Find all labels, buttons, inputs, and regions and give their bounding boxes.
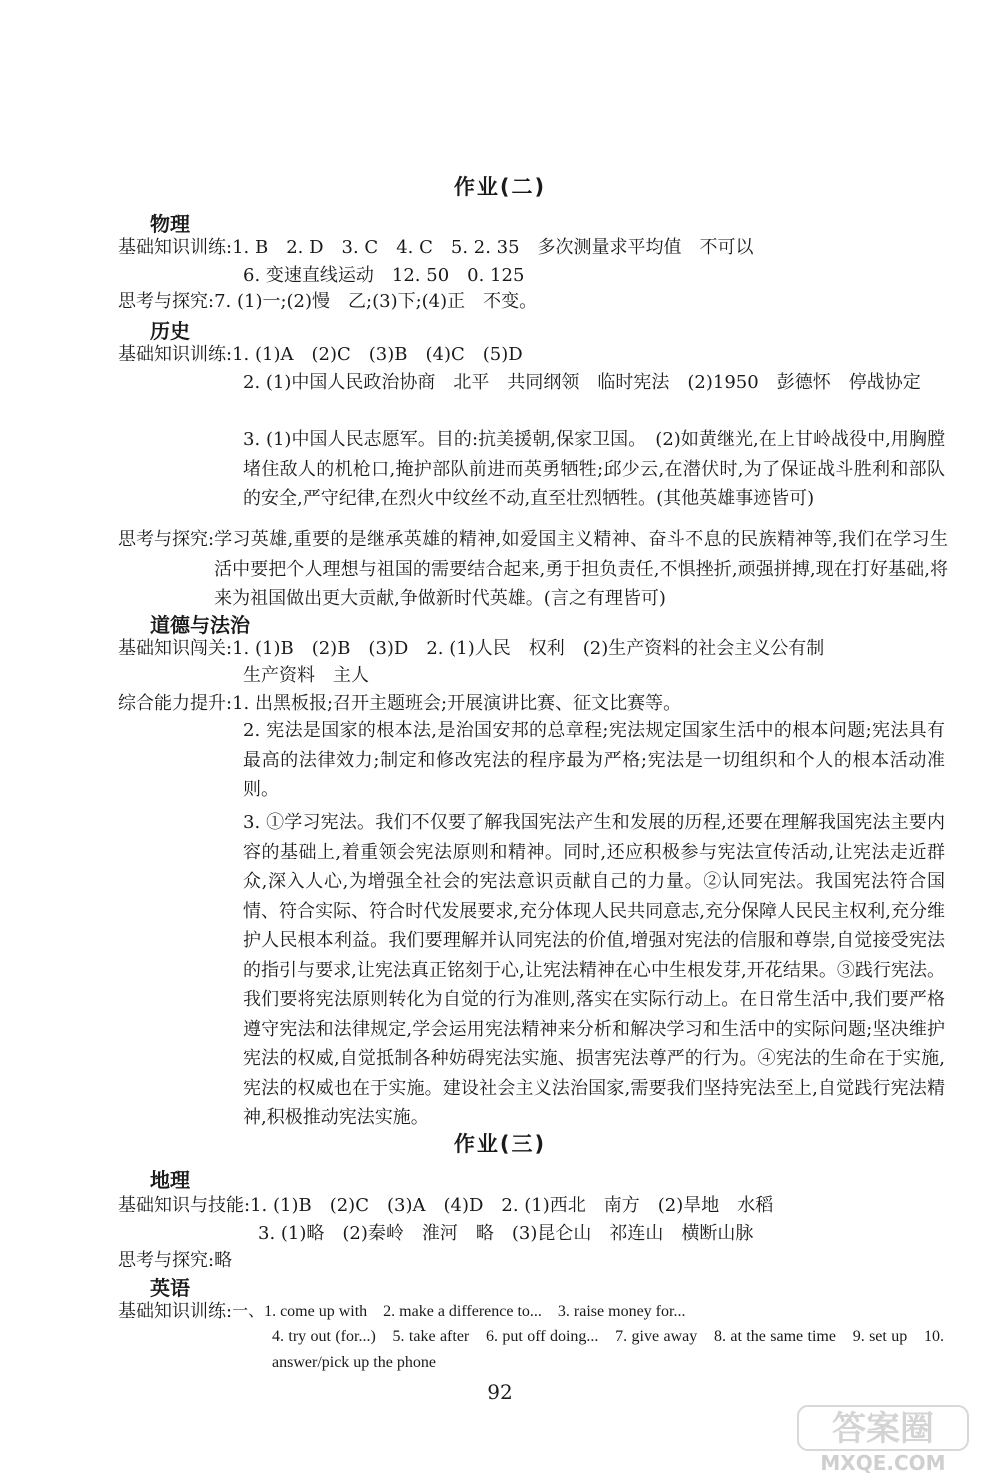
physics-heading: 物理 [150, 212, 190, 236]
watermark-cn: 答案圈 [832, 1409, 934, 1449]
history-think-label: 思考与探究: [118, 529, 215, 550]
watermark-en: MXQE.COM [820, 1451, 946, 1474]
geography-think [118, 1246, 948, 1276]
geography-think-label: 思考与探究: [118, 1250, 215, 1271]
hw2-title: 作业(二) [453, 175, 547, 199]
morality-ability-3: 3. ①学习宪法。我们不仅要了解我国宪法产生和发展的历程,还要在理解我国宪法主要内容的基础上,着重领会宪法原则和精神。同时,还应积极参与宪法宣传活动,让宪法走近群众,深入人心,为增强全社会的宪法意识贡献自己的力量。②认同宪法。我国宪法符合国情、符合实际、符合时代发展要求,充分体现人民共同意志,充分保障人民民主权利,充分维护人民根本利益。我们要理解并认同宪法的价值,增强对宪法的信服和尊崇,自觉接受宪法的指引与要求,让宪法真正铭刻于心,让宪法精神在心中生根发芽,开花结果。③践行宪法。我们要将宪法原则转化为自觉的行为准则,落实在实际行动上。在日常生活中,我们要严格遵守宪法和法律规定,学会运用宪法精神来分析和解决学习和生活中的实际问题;坚决维护宪法的权威,自觉抵制各种妨碍宪法实施、损害宪法尊严的行为。④宪法的生命在于实施,宪法的权威也在于实施。建设社会主义法治国家,需要我们坚持宪法至上,自觉践行宪法精神,积极推动宪法实施。 [243, 812, 945, 1128]
geography-basic [118, 1191, 948, 1221]
hw3-title: 作业(三) [453, 1132, 547, 1156]
geography-basic-1: 1. (1)B (2)C (3)A (4)D 2. (1)西北 南方 (2)旱地 水稻 [250, 1195, 774, 1216]
english-heading: 英语 [150, 1276, 190, 1300]
physics-think-1: 7. (1)一;(2)慢 乙;(3)下;(4)正 不变。 [214, 291, 538, 312]
morality-basic-1: 1. (1)B (2)B (3)D 2. (1)人民 权利 (2)生产资料的社会主义公有制 [232, 638, 825, 659]
history-basic-1: 1. (1)A (2)C (3)B (4)C (5)D [232, 344, 523, 365]
morality-ability-2: 2. 宪法是国家的根本法,是治国安邦的总章程;宪法规定国家生活中的根本问题;宪法具有最高的法律效力;制定和修改宪法的程序最为严格;宪法是一切组织和个人的根本活动准则。 [243, 720, 945, 800]
morality-heading: 道德与法治 [150, 613, 250, 637]
geography-think-1: 略 [214, 1250, 233, 1271]
history-basic-label: 基础知识训练: [118, 344, 233, 365]
geography-basic-2: 3. (1)略 (2)秦岭 淮河 略 (3)昆仑山 祁连山 横断山脉 [258, 1223, 754, 1244]
physics-basic-label: 基础知识训练: [118, 237, 233, 258]
geography-basic-label: 基础知识与技能: [118, 1195, 251, 1216]
page-number: 92 [487, 1380, 513, 1404]
history-think [118, 525, 948, 614]
english-basic-label: 基础知识训练: [118, 1301, 233, 1322]
english-basic-2: 4. try out (for...) 5. take after 6. put off doing... 7. give away 8. at the same time 9. set up 10. answer/pick up the phone [272, 1328, 944, 1371]
history-heading: 历史 [150, 319, 190, 343]
geography-heading: 地理 [150, 1168, 190, 1192]
physics-basic-2: 6. 变速直线运动 12. 50 0. 125 [243, 265, 525, 286]
history-think-1: 学习英雄,重要的是继承英雄的精神,如爱国主义精神、奋斗不息的民族精神等,我们在学习生活中要把个人理想与祖国的需要结合起来,勇于担负责任,不惧挫折,顽强拼搏,现在打好基础,将来为祖国做出更大贡献,争做新时代英雄。(言之有理皆可) [214, 529, 948, 609]
physics-basic [118, 233, 948, 263]
morality-ability-1: 1. 出黑板报;召开主题班会;开展演讲比赛、征文比赛等。 [232, 693, 682, 714]
history-basic-3: 3. (1)中国人民志愿军。目的:抗美援朝,保家卫国。 (2)如黄继光,在上甘岭战役中,用胸膛堵住敌人的机枪口,掩护部队前进而英勇牺牲;邱少云,在潜伏时,为了保证战斗胜利和部队的安全,严守纪律,在烈火中纹丝不动,直至壮烈牺牲。(其他英雄事迹皆可) [243, 429, 945, 509]
morality-ability [118, 689, 948, 719]
watermark-icon [790, 1402, 990, 1474]
physics-think [118, 287, 948, 317]
morality-basic [118, 634, 948, 664]
morality-ability-label: 综合能力提升: [118, 693, 233, 714]
morality-basic-label: 基础知识闯关: [118, 638, 233, 659]
morality-basic-2: 生产资料 主人 [243, 665, 369, 686]
history-basic [118, 340, 948, 370]
watermark-logo [790, 1402, 990, 1474]
physics-basic-1: 1. B 2. D 3. C 4. C 5. 2. 35 多次测量求平均值 不可以 [232, 237, 754, 258]
english-basic-1: 一、1. come up with 2. make a difference to... 3. raise money for... [232, 1303, 686, 1320]
history-basic-2: 2. (1)中国人民政治协商 北平 共同纲领 临时宪法 (2)1950 彭德怀 停战协定 [243, 372, 921, 393]
english-basic [118, 1297, 948, 1327]
physics-think-label: 思考与探究: [118, 291, 215, 312]
